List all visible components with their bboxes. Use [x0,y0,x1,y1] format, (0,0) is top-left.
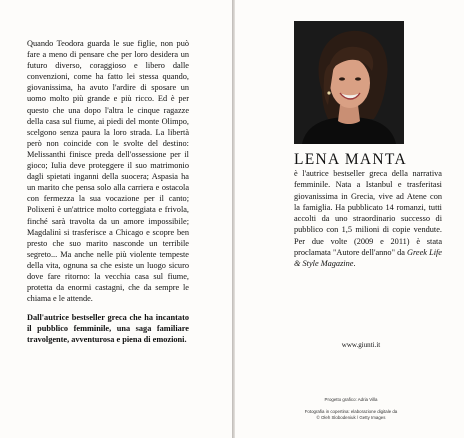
blurb-paragraph: Quando Teodora guarda le sue figlie, non può fare a meno di pensare che per loro desidera un futuro diverso, coraggioso e libero dalle convenzioni, come ha fatto lei stessa quando, giovanissima, ha avuto l'ardire di sposare un uomo molto più grande e più ricco. Ed è per questo che una dopo l'altra le cinque ragazze della casa sul fiume, ai piedi del monte Olimpo, scelgono senza paura la loro strada. La libertà però non coincide con le svolte del destino: Melissanthi finisce preda dell'ossessione per il gioco; Iulia deve proteggere il suo matrimonio dagli spietati inganni della suocera; Aspasia ha un marito che pensa solo alla carriera e ostacola con fermezza la sua vocazione per il canto; Polixenì è un'attrice molto corteggiata e frivola, finché sarà travolta da un amore impossibile; Magdalinì si trasferisce a Chicago e scopre ben presto che suo marito nasconde un terribile segreto... Ma anche nelle più violente tempeste della vita, ognuna sa che esiste un luogo sicuro dove fare ritorno: la vecchia casa sul fiume, protetta da enormi castagni, che da sempre le chiama e le attende. [27,39,189,304]
author-bio [294,168,442,270]
author-photo [294,21,404,144]
credit-photo-line1: Fotografia in copertina: elaborazione digitale da [304,408,398,414]
credit-photo-line2: © Oleh Slobodeniuk / Getty Images [316,414,386,420]
bio-text: è l'autrice bestseller greca della narrativa femminile. Nata a Istanbul e trasferitasi giovanissima in Grecia, vive ad Atene con la famiglia. Ha pubblicato 14 romanzi, tutti accolti da uno straordinario successo di pubblico con 1,5 milioni di copie vendute. Per due volte (2009 e 2011) è stata proclamata "Autore dell'anno" da [294,169,442,258]
publisher-website: www.giunti.it [341,341,381,349]
book-blurb [27,38,189,346]
bio-magazine-name: Greek Life & Style Magazine [294,248,442,269]
bio-text-end: . [353,259,356,269]
blurb-tagline: Dall'autrice bestseller greca che ha incantato il pubblico femminile, una saga familiare travolgente, avventurosa e piena di emozioni. [27,313,189,345]
author-name: LENA MANTA [294,151,407,168]
author-portrait-image [294,21,404,144]
credit-design: Progetto grafico: Adria Villa [324,397,378,402]
credits [292,397,410,420]
